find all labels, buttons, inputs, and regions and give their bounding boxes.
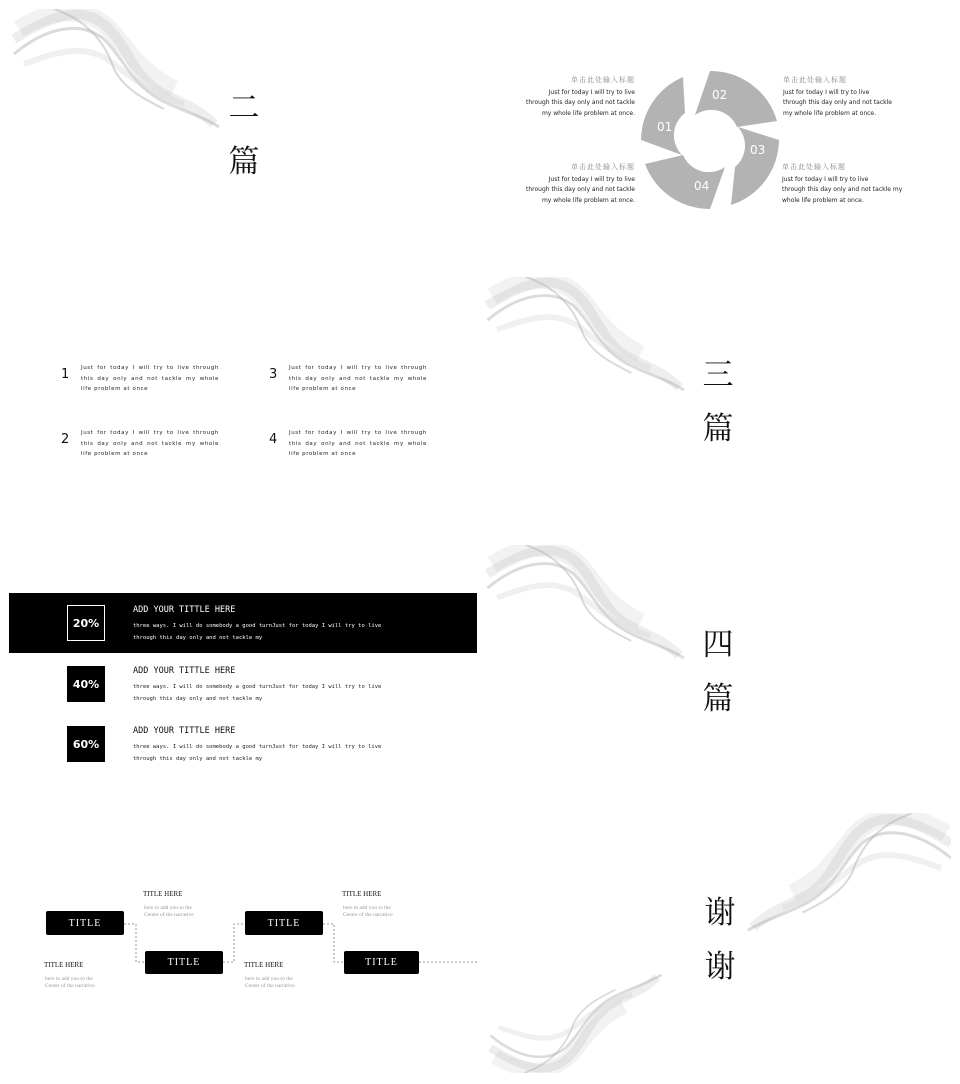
section-title <box>224 81 264 189</box>
description-line: here to add you to the <box>245 976 293 982</box>
row-description-line: three ways. I will do somebody a good turnJust for today I will try to live <box>133 744 382 750</box>
title-char: 篇 <box>702 411 734 447</box>
row-description-line: three ways. I will do somebody a good turnJust for today I will try to live <box>133 623 382 629</box>
timeline-description <box>45 976 125 990</box>
block-line: through this day only and not tackle <box>526 186 635 193</box>
timeline-box: TITLE <box>245 911 323 935</box>
row-title: ADD YOUR TITTLE HERE <box>133 605 236 615</box>
block-line: Just for today I will try to live <box>783 88 870 96</box>
title-char: 二 <box>228 90 260 126</box>
item-number: 1 <box>61 367 70 382</box>
description-line: Center of the narrative <box>45 983 95 989</box>
title-char: 三 <box>702 357 734 393</box>
row-description <box>133 681 413 705</box>
slide-section-4 <box>483 545 951 805</box>
block-heading: 单击此处输入标题 <box>571 163 635 171</box>
slide-cycle-diagram <box>483 9 951 269</box>
title-char: 篇 <box>228 144 260 180</box>
timeline-label: TITLE HERE <box>44 961 84 969</box>
timeline-label: TITLE HERE <box>244 961 284 969</box>
row-description <box>133 741 413 765</box>
section-title <box>698 618 738 726</box>
row-description <box>133 620 413 644</box>
smoke-decoration <box>483 973 673 1073</box>
description-line: here to add you to the <box>343 905 391 911</box>
block-heading: 单击此处输入标题 <box>782 163 846 171</box>
slide-thanks <box>483 813 951 1073</box>
slide-numbered-list <box>9 277 477 537</box>
title-char: 篇 <box>702 681 734 717</box>
cycle-text-block <box>782 162 922 206</box>
timeline-description <box>343 905 423 919</box>
block-line: Just for today I will try to live <box>782 175 869 183</box>
percent-badge: 40% <box>67 666 105 702</box>
percent-badge: 20% <box>67 605 105 641</box>
block-heading: 单击此处输入标题 <box>571 76 635 84</box>
description-line: here to add you to the <box>144 905 192 911</box>
item-text: Just for today I will try to live through this day only and not tackle my whole life problem at once <box>289 365 427 392</box>
row-title: ADD YOUR TITTLE HERE <box>133 666 236 676</box>
block-line: through this day only and not tackle my <box>782 186 903 193</box>
slide-section-2 <box>9 9 477 269</box>
slide-timeline <box>9 813 477 1073</box>
title-char: 谢 <box>704 949 736 985</box>
smoke-decoration <box>743 813 951 933</box>
row-description-line: three ways. I will do somebody a good turnJust for today I will try to live <box>133 684 382 690</box>
description-line: Center of the narrative <box>343 912 393 918</box>
block-line: my whole life problem at once. <box>783 109 877 117</box>
row-title: ADD YOUR TITTLE HERE <box>133 726 236 736</box>
timeline-box: TITLE <box>344 951 419 974</box>
item-text: Just for today I will try to live through this day only and not tackle my whole life problem at once <box>81 430 219 457</box>
item-number: 3 <box>269 367 278 382</box>
cycle-text-block <box>513 75 635 119</box>
percent-badge: 60% <box>67 726 105 762</box>
block-line: through this day only and not tackle <box>783 99 892 106</box>
block-line: whole life problem at once. <box>782 196 864 204</box>
smoke-decoration <box>9 9 229 129</box>
item-text: Just for today I will try to live through this day only and not tackle my whole life problem at once <box>81 365 219 392</box>
timeline-label: TITLE HERE <box>342 890 382 898</box>
timeline-box: TITLE <box>145 951 223 974</box>
timeline-label: TITLE HERE <box>143 890 183 898</box>
block-line: Just for today I will try to live <box>548 88 635 96</box>
description-line: Center of the narrative <box>144 912 194 918</box>
block-line: my whole life problem at once. <box>541 196 635 204</box>
segment-label: 02 <box>712 88 728 102</box>
timeline-connectors <box>9 813 477 1073</box>
segment-label: 04 <box>694 179 710 193</box>
block-line: Just for today I will try to live <box>548 175 635 183</box>
item-number: 4 <box>269 432 278 447</box>
progress-row <box>9 714 477 774</box>
description-line: Center of the narrative <box>245 983 295 989</box>
smoke-decoration <box>483 545 693 660</box>
block-heading: 单击此处输入标题 <box>783 76 847 84</box>
timeline-description <box>144 905 224 919</box>
title-char: 四 <box>702 627 734 663</box>
cycle-ring <box>639 69 781 211</box>
thanks-title <box>700 886 740 994</box>
slide-section-3 <box>483 277 951 537</box>
section-title <box>698 348 738 456</box>
item-number: 2 <box>61 432 70 447</box>
title-char: 谢 <box>704 895 736 931</box>
row-description-line: through this day only and not tackle my <box>133 756 263 762</box>
row-description-line: through this day only and not tackle my <box>133 635 263 641</box>
timeline-description <box>245 976 325 990</box>
smoke-decoration <box>483 277 693 392</box>
block-line: through this day only and not tackle <box>526 99 635 106</box>
progress-row <box>9 593 477 653</box>
item-text: Just for today I will try to live through this day only and not tackle my whole life problem at once <box>289 430 427 457</box>
description-line: here to add you to the <box>45 976 93 982</box>
progress-row <box>9 654 477 714</box>
block-line: my whole life problem at once. <box>541 109 635 117</box>
segment-label: 03 <box>750 143 766 157</box>
row-description-line: through this day only and not tackle my <box>133 696 263 702</box>
slide-progress-rows <box>9 545 477 805</box>
cycle-text-block <box>513 162 635 206</box>
segment-label: 01 <box>657 120 673 134</box>
cycle-text-block <box>783 75 913 119</box>
timeline-box: TITLE <box>46 911 124 935</box>
